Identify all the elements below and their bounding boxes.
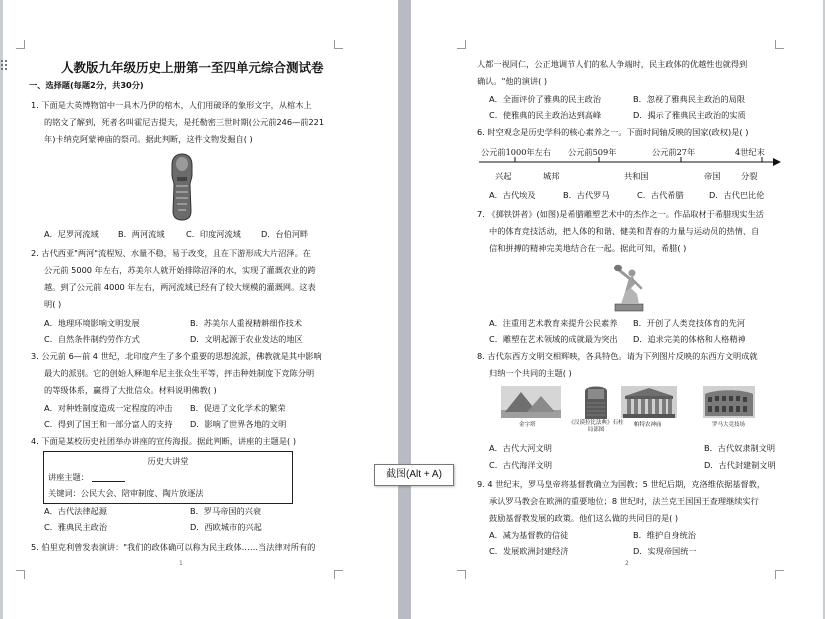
option-d: D．实现帝国统一 [633,546,697,556]
mummy-coffin-image [169,153,195,221]
pyramid-image [501,386,561,418]
image-caption: 《汉谟拉比法典》石柱局部图 [568,420,624,433]
option-b: B．古代奴隶制文明 [704,443,776,453]
question-8-line: 8. 古代东西方文明交相辉映，各具特色。请为下列图片反映的东西方文明成就 [477,351,758,361]
question-9-line: 9. 4 世纪末，罗马皇帝将基督教确立为国教；5 世纪后期，克洛维依据基督教， [477,479,766,489]
question-5-cont-line: 人都一视同仁，公正地调节人们的私人争端时，民主政体的优越性也就得到 [477,59,748,69]
poster-heading: 历史大讲堂 [147,456,189,466]
image-caption: 罗马大竞技场 [712,422,746,428]
question-5-cont-line: 确认。"他的演讲( ) [477,76,548,86]
page-gap [398,0,411,619]
option-b: B．苏美尔人重视精耕细作技术 [190,318,303,328]
page-title: 人教版九年级历史上册第一至四单元综合测试卷 [61,60,324,75]
option-c: C．自然条件制约劳作方式 [44,334,140,344]
screenshot-tooltip: 截图(Alt + A) [374,464,454,486]
question-3-line: 最大的派别。它的创始人释迦牟尼主张众生平等，抨击种姓制度下竞陈分明 [44,368,315,378]
option-a: A．古代埃及 [489,190,536,200]
page-corner-mark [16,40,25,49]
option-c: C．雅典民主政治 [44,522,108,532]
lecture-poster-box [43,451,293,504]
question-9-line: 承认罗马教会在欧洲的重要地位；8 世纪时，法兰克王国国王查理继续实行 [489,496,759,506]
option-b: B．促进了文化学术的繁荣 [190,403,286,413]
option-b: B．罗马帝国的兴衰 [190,506,262,516]
question-2-line: 公元前 5000 年左右，苏美尔人就开始排除沼泽的水，实现了灌溉农业的跨 [44,265,316,275]
option-d: D．文明起源于农业发达的地区 [190,334,303,344]
question-3-line: 的等级体系，赢得了大批信众。材料说明佛教( ) [44,385,217,395]
option-d: D．揭示了雅典民主政治的实质 [633,110,746,120]
option-c: C．使雅典的民主政治达到高峰 [489,110,602,120]
page-corner-mark [457,570,466,579]
option-c: C．古代希腊 [637,190,684,200]
document-page-2 [411,0,823,619]
option-a: A．古代法律起源 [44,506,107,516]
question-7-line: 中的体育竞技活动，把人体的和谐、健美和青春的力量与运动员的热情、自 [489,226,760,236]
question-7-line: 7. 《掷铁饼者》(如图)是希腊雕塑艺术中的杰作之一。作品取材于希腊现实生活 [477,209,764,219]
timeline-axis [479,156,781,168]
poster-keywords: 关键词：公民大会、陪审制度、陶片放逐法 [48,488,204,498]
question-5-line: 5. 伯里克利曾发表演讲："我们的政体确可以称为民主政体……当法律对所有的 [31,542,316,552]
option-a: A．对种姓制度造成一定程度的冲击 [44,403,173,413]
option-a: A．地理环境影响文明发展 [44,318,140,328]
option-a: A．全面评价了雅典的民主政治 [489,94,602,104]
option-d: D．追求完美的体格和人格精神 [633,334,746,344]
page-corner-mark [334,570,343,579]
timeline-bottom-label: 兴起 [495,171,512,181]
timeline-bottom-label: 分裂 [741,171,758,181]
page-corner-mark [775,40,784,49]
drag-handle[interactable] [0,59,10,73]
option-d: D．古代封建制文明 [704,460,776,470]
question-4-line: 4. 下面是某校历史社团举办讲座的宣传海报。据此判断，讲座的主题是( ) [31,436,297,446]
option-b: B．古代罗马 [563,190,610,200]
parthenon-image [621,386,677,418]
timeline-bottom-label: 城邦 [543,171,560,181]
option-d: D．西欧城市的兴起 [190,522,262,532]
timeline-top-label: 公元前509年 [568,147,617,157]
page-number: 2 [625,560,629,567]
question-3-line: 3. 公元前 6—前 4 世纪，北印度产生了多个重要的思想流派，佛教就是其中影响 [31,351,322,361]
page-corner-mark [16,570,25,579]
option-c: C．发展欧洲封建经济 [489,546,569,556]
timeline-bottom-label: 共和国 [624,171,649,181]
question-2-line: 2. 古代西亚"两河"流程短、水量不稳，易于改变，且在下游形成大片沼泽。在 [31,248,311,258]
option-d: D．古代巴比伦 [709,190,765,200]
section-heading: 一、选择题(每题2分，共30分) [29,80,144,90]
question-8-line: 归纳一个共同的主题( ) [489,368,572,378]
option-d: D．影响了世界各地的文明 [190,419,287,429]
poster-topic-label: 讲座主题： [48,472,89,482]
option-b: B．忽视了雅典民主政治的局限 [633,94,746,104]
document-page-1 [3,0,398,619]
option-c: C．古代海洋文明 [489,460,553,470]
colosseum-image [703,386,755,418]
question-2-line: 越。到了公元前 4000 年左右，两河流域已经有了较大规模的灌溉网。这表 [44,282,316,292]
question-6-line: 6. 时空观念是历史学科的核心素养之一。下面时间轴反映的国家(政权)是( ) [477,127,749,137]
page-corner-mark [775,570,784,579]
option-d: D．台伯河畔 [261,229,309,239]
page-corner-mark [334,40,343,49]
page-corner-mark [457,40,466,49]
question-2-line: 明( ) [44,299,62,309]
hammurabi-stele-image [581,383,611,419]
option-c: C．雕塑在艺术领域的成就最为突出 [489,334,618,344]
question-9-line: 鼓励基督教发展的政策。他们这么做的共同目的是( ) [489,513,679,523]
timeline-top-label: 4世纪末 [735,147,765,157]
image-caption: 帕特农神庙 [634,422,662,428]
question-1-line: 的铭文了解到，死者名叫霍尼吉提夫，是托勒密三世时期(公元前246—前221 [44,117,325,127]
page-number: 1 [179,560,183,567]
option-a: A．尼罗河流域 [44,229,99,239]
question-7-line: 信和拼搏的精神完美地结合在一起。据此可知，希腊( ) [489,243,687,253]
poster-blank-line [92,481,125,482]
option-b: B．开创了人类竞技体育的先河 [633,318,746,328]
question-1-line: 1. 下面是大英博物馆中一具木乃伊的棺木，人们用破译的象形文字，从棺木上 [31,100,312,110]
option-b: B．维护自身统治 [633,530,696,540]
timeline-bottom-label: 帝国 [704,171,721,181]
option-c: C．得到了国王和一部分富人的支持 [44,419,173,429]
timeline-top-label: 公元前1000年左右 [481,147,551,157]
timeline-top-label: 公元前27年 [652,147,696,157]
option-b: B．两河流域 [118,229,165,239]
discus-thrower-image [611,262,647,312]
option-a: A．注重用艺术教育来提升公民素养 [489,318,618,328]
option-a: A．减为基督教的信徒 [489,530,569,540]
option-a: A．古代大河文明 [489,443,552,453]
option-c: C．印度河流域 [186,229,241,239]
question-1-line: 年)卡纳克阿蒙神庙的祭司。据此判断，这件文物发掘自( ) [44,134,253,144]
image-caption: 金字塔 [519,422,536,428]
